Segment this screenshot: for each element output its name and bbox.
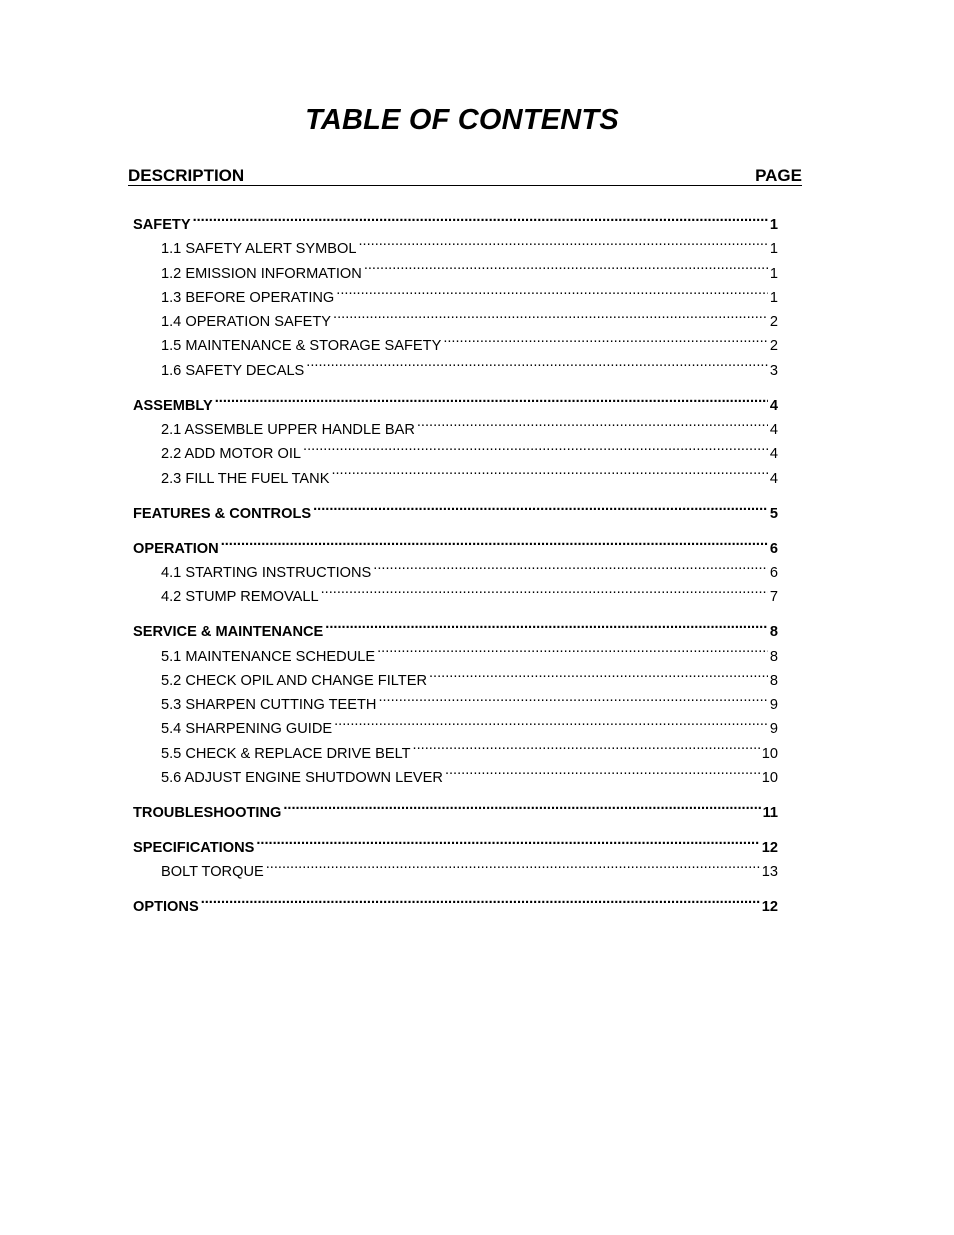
toc-entry-label: 1.2 EMISSION INFORMATION <box>161 265 362 282</box>
toc-entry-page-number: 1 <box>769 217 778 233</box>
toc-entry-label: SERVICE & MAINTENANCE <box>133 624 324 641</box>
dot-leader <box>333 302 768 326</box>
toc-entry-troubleshooting[interactable] <box>133 793 778 822</box>
toc-entry-page-number: 12 <box>761 899 778 916</box>
toc-section-service-and-maintenance <box>133 612 778 787</box>
toc-entry-operation[interactable] <box>133 529 778 557</box>
toc-entry-label: 1.5 MAINTENANCE & STORAGE SAFETY <box>161 338 442 355</box>
toc-entry-label: 4.1 STARTING INSTRUCTIONS <box>161 564 372 581</box>
page-header: PAGE <box>755 166 802 185</box>
toc-entry-label: 5.5 CHECK & REPLACE DRIVE BELT <box>161 745 411 762</box>
toc-entry-page-number: 8 <box>769 672 778 689</box>
dot-leader <box>377 636 768 660</box>
toc-entry-page-number: 10 <box>761 770 778 787</box>
toc-entry-specifications[interactable] <box>133 828 778 857</box>
toc-entry-page-number: 8 <box>769 624 778 641</box>
toc-entry-page-number: 8 <box>769 648 778 665</box>
toc-entry-label: 2.1 ASSEMBLE UPPER HANDLE BAR <box>161 422 415 439</box>
dot-leader <box>331 458 767 482</box>
toc-entry-page-number: 13 <box>761 864 778 881</box>
dot-leader <box>358 229 767 253</box>
toc-section-operation <box>133 529 778 606</box>
dot-leader <box>266 852 760 876</box>
toc-section-features-and-controls <box>133 494 778 522</box>
toc-entry-page-number: 11 <box>762 805 778 822</box>
toc-entry-assembly[interactable] <box>133 386 778 414</box>
dot-leader <box>201 887 760 911</box>
toc-entry-label: 5.4 SHARPENING GUIDE <box>161 721 333 738</box>
toc-entry-label: 1.3 BEFORE OPERATING <box>161 289 335 306</box>
dot-leader <box>413 733 760 757</box>
toc-entry-label: OPERATION <box>133 540 219 557</box>
toc-entry-page-number: 4 <box>769 446 778 463</box>
toc-entry-label: SPECIFICATIONS <box>133 840 255 857</box>
toc-entry-page-number: 12 <box>761 840 778 857</box>
dot-leader <box>336 278 768 302</box>
toc-entry-features-and-controls[interactable] <box>133 494 778 522</box>
toc-entry-page-number: 9 <box>769 721 778 738</box>
dot-leader <box>443 326 768 350</box>
toc-subentry-2-1-assemble-upper-handle-bar[interactable] <box>133 410 778 439</box>
toc-entry-label: BOLT TORQUE <box>161 864 264 881</box>
dot-leader <box>306 350 768 374</box>
toc-entry-label: 2.2 ADD MOTOR OIL <box>161 446 302 463</box>
dot-leader <box>303 434 768 458</box>
dot-leader <box>325 612 768 636</box>
dot-leader <box>429 661 768 685</box>
toc-entry-page-number: 4 <box>769 397 778 414</box>
toc-entry-label: 5.2 CHECK OPIL AND CHANGE FILTER <box>161 672 427 689</box>
toc-entry-label: 1.6 SAFETY DECALS <box>161 362 305 379</box>
dot-leader <box>445 758 760 782</box>
toc-section-troubleshooting <box>133 793 778 822</box>
toc-entry-safety[interactable] <box>133 205 778 233</box>
toc-entry-service-and-maintenance[interactable] <box>133 612 778 641</box>
toc-entry-label: 2.3 FILL THE FUEL TANK <box>161 470 330 487</box>
dot-leader <box>256 828 759 852</box>
toc-entry-page-number: 1 <box>769 265 778 282</box>
dot-leader <box>221 529 768 553</box>
toc-entry-label: 5.6 ADJUST ENGINE SHUTDOWN LEVER <box>161 770 443 787</box>
dot-leader <box>215 386 768 410</box>
dot-leader <box>313 494 768 518</box>
toc-section-safety <box>133 205 778 379</box>
toc-section-options <box>133 887 778 916</box>
toc-entry-page-number: 4 <box>769 422 778 439</box>
toc-entry-label: OPTIONS <box>133 899 199 916</box>
dot-leader <box>378 685 767 709</box>
page-title: TABLE OF CONTENTS <box>305 104 619 136</box>
dot-leader <box>364 253 768 277</box>
toc-entry-page-number: 2 <box>769 314 778 331</box>
toc-entry-options[interactable] <box>133 887 778 916</box>
dot-leader <box>417 410 768 434</box>
toc-entry-label: TROUBLESHOOTING <box>133 805 282 822</box>
toc-entry-page-number: 4 <box>769 470 778 487</box>
toc-entry-label: 4.2 STUMP REMOVALL <box>161 589 319 606</box>
toc-entry-page-number: 3 <box>769 362 778 379</box>
toc-entry-label: 5.3 SHARPEN CUTTING TEETH <box>161 697 377 714</box>
toc-entry-label: 5.1 MAINTENANCE SCHEDULE <box>161 648 376 665</box>
toc-section-assembly <box>133 386 778 487</box>
toc-entry-label: SAFETY <box>133 217 191 233</box>
column-headers <box>128 163 802 186</box>
toc-entry-page-number: 1 <box>769 289 778 306</box>
toc-entry-page-number: 5 <box>769 505 778 522</box>
toc-entry-label: 1.1 SAFETY ALERT SYMBOL <box>161 241 357 258</box>
toc-entry-page-number: 6 <box>769 540 778 557</box>
toc-entry-page-number: 2 <box>769 338 778 355</box>
dot-leader <box>373 553 768 577</box>
dot-leader <box>193 205 768 229</box>
dot-leader <box>321 577 768 601</box>
toc-entry-label: ASSEMBLY <box>133 397 213 414</box>
description-header: DESCRIPTION <box>128 166 245 185</box>
toc-entry-page-number: 6 <box>769 564 778 581</box>
toc-subentry-4-1-starting-instructions[interactable] <box>133 553 778 581</box>
toc-entry-label: 1.4 OPERATION SAFETY <box>161 314 332 331</box>
toc-section-specifications <box>133 828 778 881</box>
toc-subentry-1-1-safety-alert-symbol[interactable] <box>133 229 778 258</box>
dot-leader <box>283 793 760 817</box>
toc-entry-page-number: 7 <box>769 589 778 606</box>
dot-leader <box>334 709 768 733</box>
toc-entry-page-number: 1 <box>769 241 778 258</box>
toc-list <box>133 205 778 922</box>
toc-entry-page-number: 10 <box>761 745 778 762</box>
toc-entry-label: FEATURES & CONTROLS <box>133 505 312 522</box>
toc-entry-page-number: 9 <box>769 697 778 714</box>
